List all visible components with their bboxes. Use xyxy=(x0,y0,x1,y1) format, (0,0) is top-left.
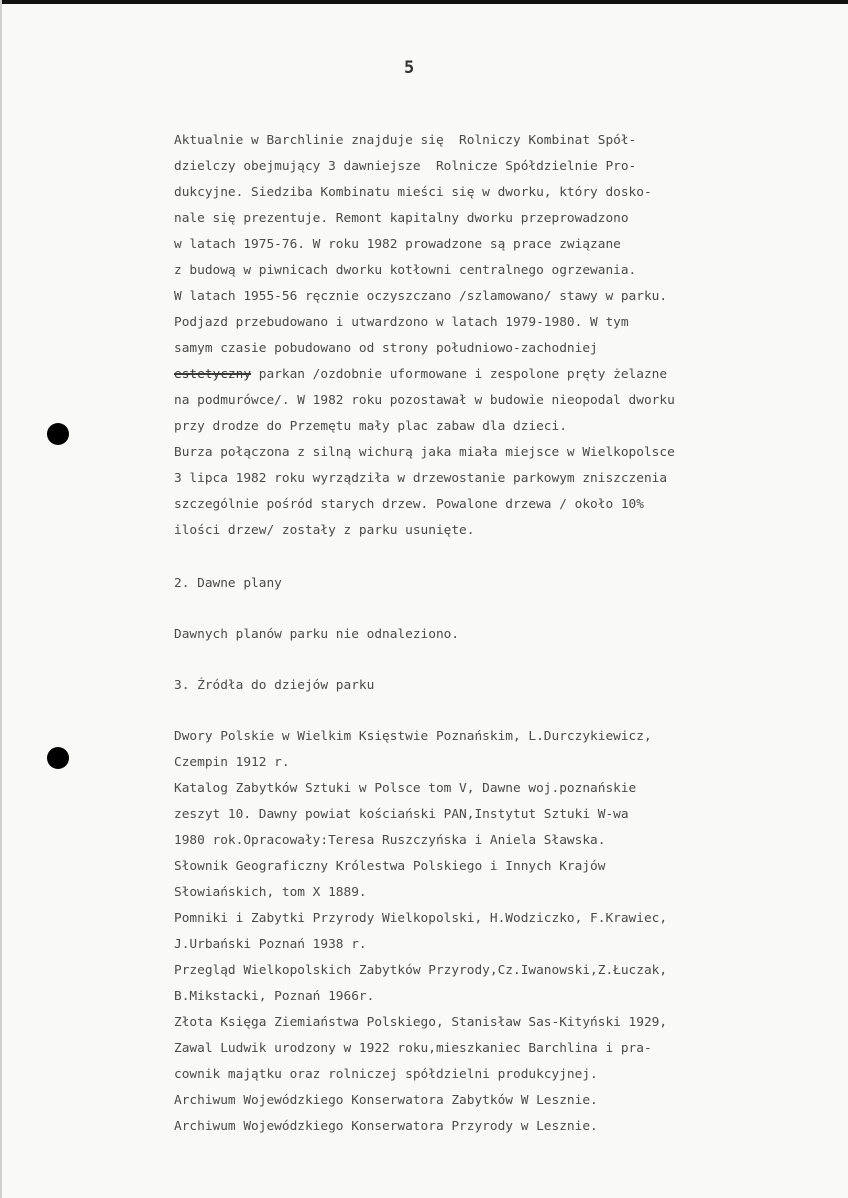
source-line: cownik majątku oraz rolniczej spółdzielni produkcyjnej. xyxy=(174,1067,598,1082)
source-line: Archiwum Wojewódzkiego Konserwatora Przyrody w Lesznie. xyxy=(174,1119,598,1134)
punch-hole-top xyxy=(47,423,69,445)
paragraph-line: 3 lipca 1982 roku wyrządziła w drzewostanie parkowym zniszczenia xyxy=(174,471,668,486)
source-line: 1980 rok.Opracowały:Teresa Ruszczyńska i Aniela Sławska. xyxy=(174,833,606,848)
source-line: Słowiańskich, tom X 1889. xyxy=(174,885,367,900)
paragraph-line: Podjazd przebudowano i utwardzono w latach 1979-1980. W tym xyxy=(174,315,629,330)
paragraph-line: dukcyjne. Siedziba Kombinatu mieści się w dworku, który dosko- xyxy=(174,185,652,200)
paragraph-line: dzielczy obejmujący 3 dawniejsze Rolnicze Spółdzielnie Pro- xyxy=(174,159,637,174)
paragraph-line: szczególnie pośród starych drzew. Powalone drzewa / około 10% xyxy=(174,497,644,512)
source-line: zeszyt 10. Dawny powiat kościański PAN,Instytut Sztuki W-wa xyxy=(174,807,629,822)
struck-word: estetyczny xyxy=(174,367,252,382)
paragraph-line: nale się prezentuje. Remont kapitalny dworku przeprowadzono xyxy=(174,211,629,226)
paragraph-line: na podmurówce/. W 1982 roku pozostawał w budowie nieopodal dworku xyxy=(174,393,675,408)
line-continuation: parkan /ozdobnie uformowane i zespolone pręty żelazne xyxy=(251,367,668,382)
paragraph-line: przy drodze do Przemętu mały plac zabaw dla dzieci. xyxy=(174,419,567,434)
paragraph-line: w latach 1975-76. W roku 1982 prowadzone są prace związane xyxy=(174,237,621,252)
source-line: Przegląd Wielkopolskich Zabytków Przyrody,Cz.Iwanowski,Z.Łuczak, xyxy=(174,963,668,978)
paragraph-line: Aktualnie w Barchlinie znajduje się Rolniczy Kombinat Spół- xyxy=(174,133,637,148)
paragraph-line: samym czasie pobudowano od strony południowo-zachodniej xyxy=(174,341,598,356)
paragraph-line: W latach 1955-56 ręcznie oczyszczano /szlamowano/ stawy w parku. xyxy=(174,289,668,304)
source-line: Zawal Ludwik urodzony w 1922 roku,mieszkaniec Barchlina i pra- xyxy=(174,1041,652,1056)
scan-left-edge xyxy=(0,0,2,1198)
source-line: Czempin 1912 r. xyxy=(174,755,290,770)
paragraph-line: z budową w piwnicach dworku kotłowni centralnego ogrzewania. xyxy=(174,263,637,278)
source-line: Katalog Zabytków Sztuki w Polsce tom V, Dawne woj.poznańskie xyxy=(174,781,637,796)
source-line: Pomniki i Zabytki Przyrody Wielkopolski, H.Wodziczko, F.Krawiec, xyxy=(174,911,668,926)
paragraph-line-with-strike xyxy=(174,367,667,382)
source-line: B.Mikstacki, Poznań 1966r. xyxy=(174,989,375,1004)
punch-hole-bottom xyxy=(47,747,69,769)
section-heading-3: 3. Źródła do dziejów parku xyxy=(174,678,375,693)
section-text-2: Dawnych planów parku nie odnaleziono. xyxy=(174,627,460,642)
page-number: 5 xyxy=(404,58,415,78)
source-line: Dwory Polskie w Wielkim Księstwie Poznańskim, L.Durczykiewicz, xyxy=(174,729,652,744)
source-line: Słownik Geograficzny Królestwa Polskiego i Innych Krajów xyxy=(174,859,606,874)
paragraph-line: ilości drzew/ zostały z parku usunięte. xyxy=(174,523,475,538)
source-line: J.Urbański Poznań 1938 r. xyxy=(174,937,367,952)
paragraph-line: Burza połączona z silną wichurą jaka miała miejsce w Wielkopolsce xyxy=(174,445,675,460)
source-line: Archiwum Wojewódzkiego Konserwatora Zabytków W Lesznie. xyxy=(174,1093,598,1108)
source-line: Złota Księga Ziemiaństwa Polskiego, Stanisław Sas-Kityński 1929, xyxy=(174,1015,668,1030)
scan-top-edge xyxy=(0,0,848,4)
section-heading-2: 2. Dawne plany xyxy=(174,576,282,591)
